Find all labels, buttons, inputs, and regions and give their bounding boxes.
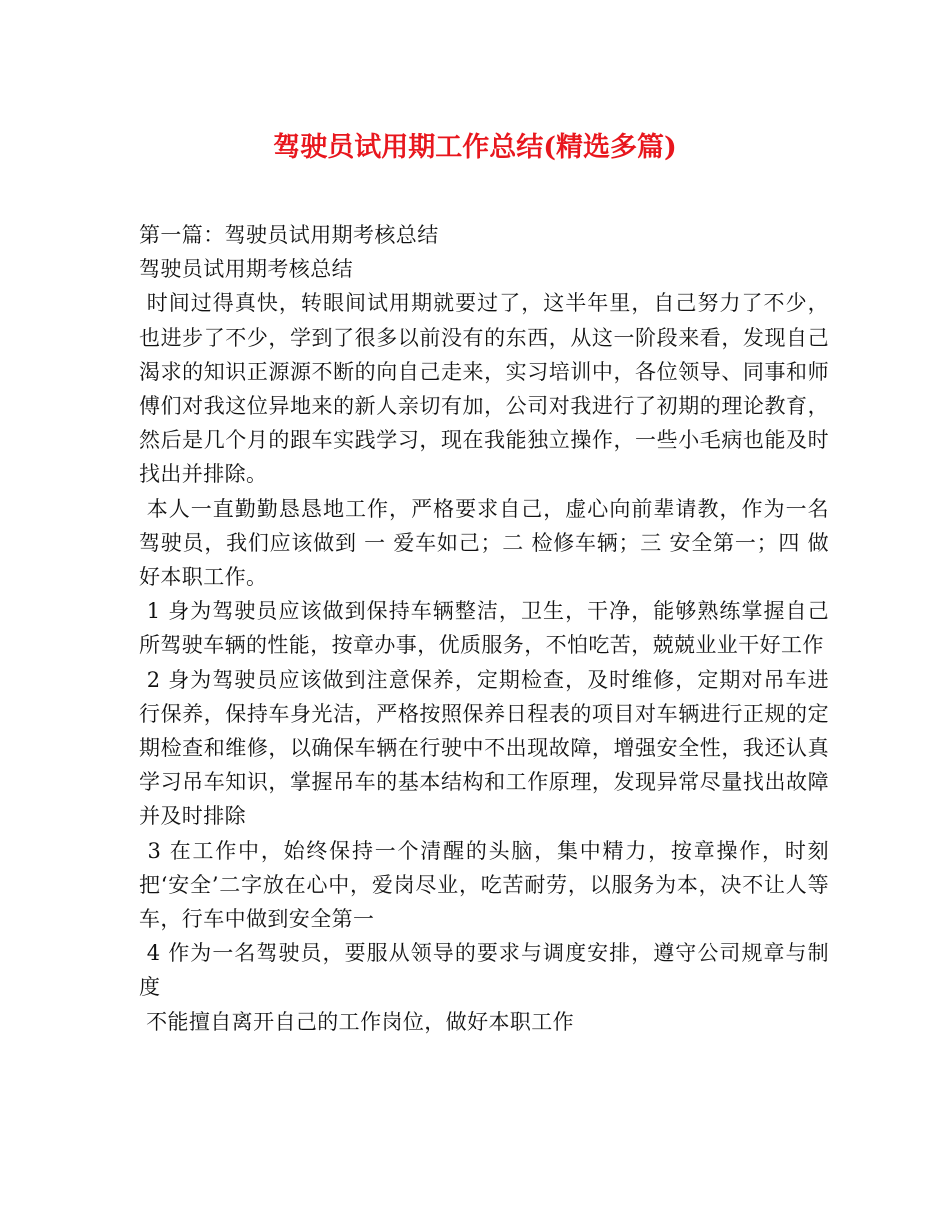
subsection-heading: 驾驶员试用期考核总结 [139,257,353,282]
body-paragraph: 4 作为一名驾驶员，要服从领导的要求与调度安排，遵守公司规章与制度 [139,941,829,1000]
body-paragraph: 时间过得真快，转眼间试用期就要过了，这半年里，自己努力了不少，也进步了不少，学到了很多以前没有的东西，从这一阶段来看，发现自己渴求的知识正源源不断的向自己走来，实习培训中，各位领导、同事和师傅们对我这位异地来的新人亲切有加，公司对我进行了初期的理论教育，然后是几个月的跟车实践学习，现在我能独立操作，一些小毛病也能及时找出并排除。 [139,291,830,487]
body-paragraph: 1 身为驾驶员应该做到保持车辆整洁，卫生，干净，能够熟练掌握自己所驾驶车辆的性能，按章办事，优质服务，不怕吃苦，兢兢业业干好工作 [139,599,829,658]
document-body [139,218,829,1039]
body-paragraph: 不能擅自离开自己的工作岗位，做好本职工作 [139,1009,575,1034]
section-heading: 第一篇：驾驶员试用期考核总结 [139,223,439,247]
body-paragraph: 3 在工作中，始终保持一个清醒的头脑，集中精力，按章操作，时刻把‘安全’二字放在心中，爱岗尽业，吃苦耐劳，以服务为本，决不让人等车，行车中做到安全第一 [139,838,830,932]
document-title: 驾驶员试用期工作总结(精选多篇) [273,132,677,163]
body-paragraph: 本人一直勤勤恳恳地工作，严格要求自己，虚心向前辈请教，作为一名驾驶员，我们应该做到 一 爱车如己；二 检修车辆；三 安全第一；四 做好本职工作。 [139,496,830,590]
body-paragraph: 2 身为驾驶员应该做到注意保养，定期检查，及时维修，定期对吊车进行保养，保持车身光洁，严格按照保养日程表的项目对车辆进行正规的定期检查和维修，以确保车辆在行驶中不出现故障，增强安全性，我还认真学习吊车知识，掌握吊车的基本结构和工作原理，发现异常尽量找出故障并及时排除 [139,667,829,829]
